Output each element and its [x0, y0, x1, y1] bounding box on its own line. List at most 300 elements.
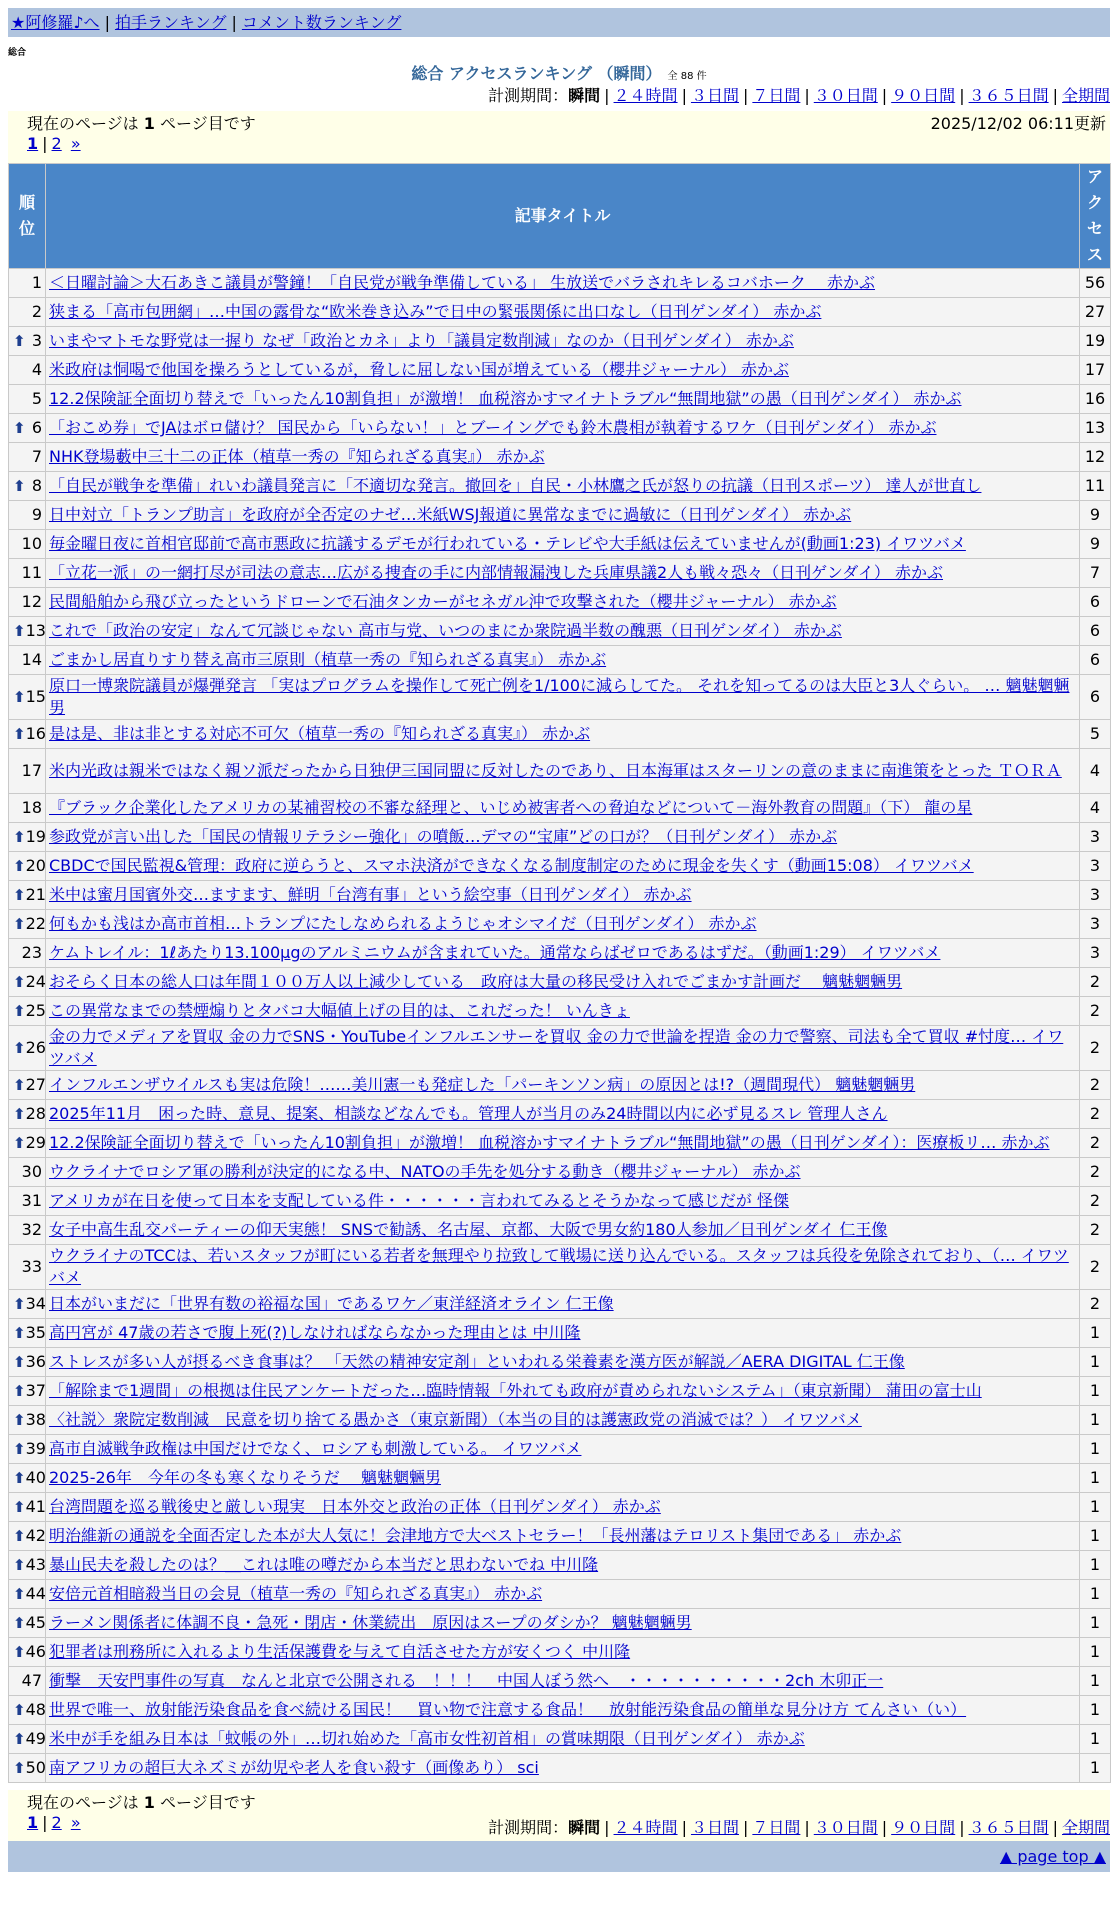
- table-row: [9, 1725, 1111, 1754]
- article-title-link[interactable]: 是は是、非は非とする対応不可欠（植草一秀の『知られざる真実』） 赤かぶ: [49, 724, 591, 743]
- article-title-link[interactable]: 12.2保険証全面切り替えで「いったん10割負担」が激増！ 血税溶かすマイナトラブル“無間地獄”の愚（日刊ゲンダイ）：医療板リ… 赤かぶ: [49, 1133, 1050, 1152]
- article-title-link[interactable]: 12.2保険証全面切り替えで「いったん10割負担」が激増！ 血税溶かすマイナトラブル“無間地獄”の愚（日刊ゲンダイ） 赤かぶ: [49, 389, 962, 408]
- rank-number: 19: [25, 827, 46, 846]
- article-title-link[interactable]: 『ブラック企業化したアメリカの某補習校の不審な経理と、いじめ被害者への脅迫などについて－海外教育の問題』（下） 龍の星: [49, 798, 973, 817]
- article-title-link[interactable]: いまやマトモな野党は一握り なぜ「政治とカネ」より「議員定数削減」なのか（日刊ゲンダイ） 赤かぶ: [49, 331, 794, 350]
- title-cell: [46, 1435, 1080, 1464]
- title-cell: [46, 1406, 1080, 1435]
- table-row: [9, 823, 1111, 852]
- page-link[interactable]: 2: [51, 134, 62, 153]
- period-option-link[interactable]: 全期間: [1061, 1818, 1110, 1837]
- period-option-link[interactable]: 全期間: [1061, 86, 1110, 105]
- rank-number: 50: [25, 1758, 46, 1777]
- access-count: 4: [1080, 794, 1111, 823]
- rank-cell: [9, 327, 46, 356]
- rank-number: 33: [21, 1257, 42, 1276]
- header-access: アクセス: [1080, 164, 1111, 269]
- article-title-link[interactable]: 「おこめ券」でJAはボロ儲け？ 国民から「いらない！」とブーイングでも鈴木農相が執着するワケ（日刊ゲンダイ） 赤かぶ: [49, 418, 937, 437]
- period-selector-top: [488, 85, 1110, 107]
- article-title-link[interactable]: CBDCで国民監視&管理：政府に逆らうと、スマホ決済ができなくなる制度制定のために現金を失くす（動画15:08） イワツバメ: [49, 856, 974, 875]
- rank-cell: [9, 1406, 46, 1435]
- access-count: 1: [1080, 1493, 1111, 1522]
- article-title-link[interactable]: ウクライナのTCCは、若いスタッフが町にいる若者を無理やり拉致して戦場に送り込んでいる。スタッフは兵役を免除されており、（… イワツバメ: [49, 1246, 1069, 1287]
- current-page-number: 1: [143, 114, 155, 133]
- access-count: 1: [1080, 1609, 1111, 1638]
- period-separator: |: [804, 86, 810, 105]
- rank-up-arrow-icon: ⬆: [13, 477, 26, 495]
- page-links: [27, 134, 1110, 153]
- rank-number: 12: [21, 592, 42, 611]
- title-cell: [46, 1580, 1080, 1609]
- rank-up-arrow-icon: ⬆: [13, 1556, 26, 1574]
- access-count: 3: [1080, 823, 1111, 852]
- rank-cell: [9, 1290, 46, 1319]
- table-row: [9, 939, 1111, 968]
- rank-up-arrow-icon: ⬆: [13, 1498, 26, 1516]
- rank-up-arrow-icon: ⬆: [13, 688, 26, 706]
- access-count: 1: [1080, 1638, 1111, 1667]
- period-option-link[interactable]: ２４時間: [613, 86, 678, 105]
- period-selector-bottom: [488, 1817, 1110, 1839]
- access-count: 5: [1080, 720, 1111, 749]
- rank-number: 3: [31, 331, 42, 350]
- rank-number: 20: [25, 856, 46, 875]
- article-title-link[interactable]: 衝撃 天安門事件の写真 なんと北京で公開される ！！！ 中国人ぼう然へ ・・・・・・・・・・2ch 木卯正一: [49, 1671, 884, 1690]
- article-title-link[interactable]: 〈社説〉衆院定数削減 民意を切り捨てる愚かさ（東京新聞）（本当の目的は護憲政党の消滅では？） イワツバメ: [49, 1410, 862, 1429]
- access-count: 6: [1080, 617, 1111, 646]
- rank-cell: [9, 794, 46, 823]
- title-cell: [46, 675, 1080, 720]
- rank-number: 13: [25, 621, 46, 640]
- rank-number: 11: [21, 563, 42, 582]
- article-title-link[interactable]: インフルエンザウイルスも実は危険！……美川憲一も発症した「パーキンソン病」の原因とは!?（週間現代） 魑魅魍魎男: [49, 1075, 916, 1094]
- article-title-link[interactable]: 何もかも浅はか高市首相…トランプにたしなめられるようじゃオシマイだ（日刊ゲンダイ） 赤かぶ: [49, 914, 757, 933]
- rank-up-arrow-icon: ⬆: [13, 857, 26, 875]
- title-cell: [46, 1493, 1080, 1522]
- table-row: [9, 1071, 1111, 1100]
- rank-cell: [9, 1435, 46, 1464]
- title-cell: [46, 1187, 1080, 1216]
- rank-cell: [9, 472, 46, 501]
- rank-number: 22: [25, 914, 46, 933]
- table-row: [9, 910, 1111, 939]
- article-title-link[interactable]: 2025年11月 困った時、意見、提案、相談などなんでも。管理人が当月のみ24時間以内に必ず見るスレ 管理人さん: [49, 1104, 888, 1123]
- rank-number: 28: [25, 1104, 46, 1123]
- current-page-suffix: ページ目です: [160, 1793, 256, 1812]
- title-cell: [46, 1377, 1080, 1406]
- table-row: [9, 1100, 1111, 1129]
- rank-cell: [9, 881, 46, 910]
- article-title-link[interactable]: 米政府は恫喝で他国を操ろうとしているが，脅しに屈しない国が増えている（櫻井ジャーナル） 赤かぶ: [49, 360, 789, 379]
- period-separator: |: [959, 1818, 965, 1837]
- table-row: [9, 617, 1111, 646]
- article-title-link[interactable]: 「立花一派」の一網打尽が司法の意志…広がる捜査の手に内部情報漏洩した兵庫県議2人も戦々恐々（日刊ゲンダイ） 赤かぶ: [49, 563, 943, 582]
- article-title-link[interactable]: 台湾問題を巡る戦後史と厳しい現実 日本外交と政治の正体（日刊ゲンダイ） 赤かぶ: [49, 1497, 661, 1516]
- title-cell: [46, 997, 1080, 1026]
- rank-number: 43: [25, 1555, 46, 1574]
- rank-number: 46: [25, 1642, 46, 1661]
- current-page-prefix: 現在のページは: [27, 1793, 139, 1812]
- article-title-link[interactable]: NHK登場藪中三十二の正体（植草一秀の『知られざる真実』） 赤かぶ: [49, 447, 545, 466]
- title-cell: [46, 1319, 1080, 1348]
- period-separator: |: [804, 1818, 810, 1837]
- rank-number: 9: [31, 505, 42, 524]
- article-title-link[interactable]: 「自民が戦争を準備」れいわ議員発言に「不適切な発言。撤回を」自民・小林鷹之氏が怒りの抗議（日刊スポーツ） 達人が世直し: [49, 476, 982, 495]
- rank-number: 16: [25, 724, 46, 743]
- rank-up-arrow-icon: ⬆: [13, 1759, 26, 1777]
- rank-cell: [9, 530, 46, 559]
- table-row: [9, 1551, 1111, 1580]
- access-count: 6: [1080, 646, 1111, 675]
- table-row: [9, 269, 1111, 298]
- rank-cell: [9, 823, 46, 852]
- article-title-link[interactable]: おそらく日本の総人口は年間１００万人以上減少している 政府は大量の移民受け入れでごまかす計画だ 魑魅魍魎男: [49, 972, 903, 991]
- table-row: [9, 385, 1111, 414]
- rank-cell: [9, 1551, 46, 1580]
- table-row: [9, 1348, 1111, 1377]
- table-row: [9, 356, 1111, 385]
- rank-cell: [9, 646, 46, 675]
- rank-cell: [9, 1377, 46, 1406]
- access-count: 3: [1080, 939, 1111, 968]
- access-count: 17: [1080, 356, 1111, 385]
- rank-number: 7: [31, 447, 42, 466]
- rank-number: 42: [25, 1526, 46, 1545]
- access-count: 1: [1080, 1522, 1111, 1551]
- rank-cell: [9, 1026, 46, 1071]
- rank-cell: [9, 1319, 46, 1348]
- title-cell: [46, 559, 1080, 588]
- table-row: [9, 881, 1111, 910]
- page-link[interactable]: 1: [27, 1813, 39, 1832]
- rank-number: 6: [31, 418, 42, 437]
- access-count: 1: [1080, 1435, 1111, 1464]
- article-title-link[interactable]: ＜日曜討論＞大石あきこ議員が警鐘！「自民党が戦争準備している」 生放送でバラされキレるコバホーク 赤かぶ: [49, 273, 876, 292]
- access-count: 1: [1080, 1551, 1111, 1580]
- ranking-title: 総合 アクセスランキング （瞬間）: [411, 64, 662, 83]
- access-count: 13: [1080, 414, 1111, 443]
- rank-number: 39: [25, 1439, 46, 1458]
- rank-cell: [9, 1245, 46, 1290]
- rank-up-arrow-icon: ⬆: [13, 1039, 26, 1057]
- access-count: 1: [1080, 1696, 1111, 1725]
- home-link[interactable]: ★阿修羅♪へ: [11, 13, 100, 32]
- title-cell: [46, 356, 1080, 385]
- title-cell: [46, 1754, 1080, 1783]
- period-separator: |: [604, 1818, 610, 1837]
- rank-cell: [9, 1158, 46, 1187]
- article-title-link[interactable]: 米内光政は親米ではなく親ソ派だったから日独伊三国同盟に反対したのであり、日本海軍はスターリンの意のままに南進策をとった ＴＯＲＡ: [49, 761, 1062, 780]
- table-row: [9, 1580, 1111, 1609]
- rank-cell: [9, 939, 46, 968]
- rank-number: 45: [25, 1613, 46, 1632]
- title-cell: [46, 881, 1080, 910]
- rank-cell: [9, 414, 46, 443]
- rank-cell: [9, 1754, 46, 1783]
- rank-number: 1: [31, 273, 42, 292]
- next-page-link[interactable]: »: [70, 134, 81, 153]
- table-row: [9, 968, 1111, 997]
- article-title-link[interactable]: 原口一博衆院議員が爆弾発言 「実はプログラムを操作して死亡例を1/100に減らしてた。 それを知ってるのは大臣と3人ぐらい。 … 魑魅魍魎男: [49, 676, 1070, 717]
- article-title-link[interactable]: ウクライナでロシア軍の勝利が決定的になる中、NATOの手先を処分する動き（櫻井ジャーナル） 赤かぶ: [49, 1162, 801, 1181]
- header-title: 記事タイトル: [46, 164, 1080, 269]
- access-count: 6: [1080, 675, 1111, 720]
- next-page-link[interactable]: »: [70, 1813, 81, 1832]
- page-separator: |: [42, 1813, 48, 1832]
- rank-number: 17: [21, 761, 42, 780]
- period-separator: |: [881, 86, 888, 105]
- article-title-link[interactable]: 世界で唯一、放射能汚染食品を食べ続ける国民！ 買い物で注意する食品！ 放射能汚染食品の簡単な見分け方 てんさい（い）: [49, 1700, 967, 1719]
- period-current: 瞬間: [568, 1818, 601, 1837]
- rank-number: 31: [21, 1191, 42, 1210]
- period-option-link[interactable]: ２４時間: [613, 1818, 678, 1837]
- rank-cell: [9, 356, 46, 385]
- title-cell: [46, 720, 1080, 749]
- updated-timestamp: 2025/12/02 06:11更新: [930, 114, 1106, 133]
- access-count: 2: [1080, 1216, 1111, 1245]
- rank-up-arrow-icon: ⬆: [13, 1730, 26, 1748]
- article-title-link[interactable]: 女子中高生乱交パーティーの仰天実態！ SNSで勧誘、名古屋、京都、大阪で男女約180人参加／日刊ゲンダイ 仁王像: [49, 1220, 888, 1239]
- ranking-total: 全 88 件: [667, 71, 707, 82]
- article-title-link[interactable]: 南アフリカの超巨大ネズミが幼児や老人を食い殺す（画像あり） sci: [49, 1758, 539, 1777]
- title-cell: [46, 443, 1080, 472]
- period-option-link[interactable]: ３日間: [690, 1818, 739, 1837]
- table-row: [9, 1026, 1111, 1071]
- title-cell: [46, 1696, 1080, 1725]
- rank-up-arrow-icon: ⬆: [13, 1324, 26, 1342]
- current-page-text: [27, 1790, 1110, 1813]
- title-cell: [46, 794, 1080, 823]
- rank-number: 29: [25, 1133, 46, 1152]
- access-count: 2: [1080, 997, 1111, 1026]
- rank-number: 47: [21, 1671, 42, 1690]
- ranking-heading: [0, 61, 1118, 84]
- rank-cell: [9, 298, 46, 327]
- article-title-link[interactable]: 民間船舶から飛び立ったというドローンで石油タンカーがセネガル沖で攻撃された（櫻井ジャーナル） 赤かぶ: [49, 592, 837, 611]
- title-cell: [46, 1290, 1080, 1319]
- title-cell: [46, 1609, 1080, 1638]
- rank-cell: [9, 1216, 46, 1245]
- period-separator: |: [959, 86, 965, 105]
- rank-cell: [9, 269, 46, 298]
- access-count: 1: [1080, 1377, 1111, 1406]
- applause-ranking-link[interactable]: 拍手ランキング: [114, 13, 227, 32]
- period-option-link[interactable]: ９０日間: [891, 1818, 956, 1837]
- article-title-link[interactable]: これで「政治の安定」なんて冗談じゃない 高市与党、いつのまにか衆院過半数の醜悪（日刊ゲンダイ） 赤かぶ: [49, 621, 842, 640]
- table-row: [9, 1158, 1111, 1187]
- period-option-link[interactable]: ７日間: [752, 86, 801, 105]
- rank-cell: [9, 910, 46, 939]
- article-title-link[interactable]: ケムトレイル：1ℓあたり13.100μgのアルミニウムが含まれていた。通常ならばゼロであるはずだ。（動画1:29） イワツバメ: [49, 943, 941, 962]
- rank-cell: [9, 1071, 46, 1100]
- rank-up-arrow-icon: ⬆: [13, 1701, 26, 1719]
- table-row: [9, 1667, 1111, 1696]
- period-option-link[interactable]: ７日間: [752, 1818, 801, 1837]
- rank-up-arrow-icon: ⬆: [13, 622, 26, 640]
- title-cell: [46, 1725, 1080, 1754]
- title-cell: [46, 1638, 1080, 1667]
- rank-cell: [9, 1129, 46, 1158]
- rank-cell: [9, 675, 46, 720]
- access-count: 1: [1080, 1348, 1111, 1377]
- period-separator: |: [1052, 86, 1058, 105]
- rank-number: 25: [25, 1001, 46, 1020]
- title-cell: [46, 1464, 1080, 1493]
- rank-cell: [9, 1187, 46, 1216]
- rank-cell: [9, 1493, 46, 1522]
- page-link[interactable]: 1: [27, 134, 39, 153]
- article-title-link[interactable]: 日中対立「トランプ助言」を政府が全否定のナゼ…米紙WSJ報道に異常なまでに過敏に（日刊ゲンダイ） 赤かぶ: [49, 505, 852, 524]
- current-page-suffix: ページ目です: [160, 114, 256, 133]
- rank-number: 35: [25, 1323, 46, 1342]
- rank-cell: [9, 443, 46, 472]
- article-title-link[interactable]: 米中が手を組み日本は「蚊帳の外」…切れ始めた「高市女性初首相」の賞味期限（日刊ゲンダイ） 赤かぶ: [49, 1729, 805, 1748]
- rank-up-arrow-icon: ⬆: [13, 1585, 26, 1603]
- article-title-link[interactable]: 明治維新の通説を全面否定した本が大人気に！会津地方で大ベストセラー！「長州藩はテロリスト集団である」 赤かぶ: [49, 1526, 902, 1545]
- article-title-link[interactable]: アメリカが在日を使って日本を支配している件・・・・・・言われてみるとそうかなって感じだが 怪傑: [49, 1191, 789, 1210]
- rank-number: 34: [25, 1294, 46, 1313]
- access-count: 2: [1080, 1187, 1111, 1216]
- nav-separator: |: [104, 13, 110, 32]
- table-row: [9, 997, 1111, 1026]
- article-title-link[interactable]: 暴山民夫を殺したのは？＿これは唯の噂だから本当だと思わないでね 中川隆: [49, 1555, 599, 1574]
- rank-up-arrow-icon: ⬆: [13, 1353, 26, 1371]
- title-cell: [46, 1348, 1080, 1377]
- rank-up-arrow-icon: ⬆: [13, 1643, 26, 1661]
- table-row: [9, 1406, 1111, 1435]
- period-label: 計測期間：: [488, 86, 569, 105]
- title-cell: [46, 1100, 1080, 1129]
- title-cell: [46, 1522, 1080, 1551]
- rank-number: 38: [25, 1410, 46, 1429]
- period-option-link[interactable]: ３日間: [690, 86, 739, 105]
- page-separator: |: [42, 134, 48, 153]
- period-option-link[interactable]: ３６５日間: [968, 1818, 1049, 1837]
- title-cell: [46, 269, 1080, 298]
- title-cell: [46, 939, 1080, 968]
- access-count: 7: [1080, 559, 1111, 588]
- rank-up-arrow-icon: ⬆: [13, 915, 26, 933]
- rank-number: 40: [25, 1468, 46, 1487]
- rank-cell: [9, 1638, 46, 1667]
- rank-up-arrow-icon: ⬆: [13, 1614, 26, 1632]
- rank-number: 37: [25, 1381, 46, 1400]
- rank-number: 36: [25, 1352, 46, 1371]
- article-title-link[interactable]: 安倍元首相暗殺当日の会見（植草一秀の『知られざる真実』） 赤かぶ: [49, 1584, 543, 1603]
- article-title-link[interactable]: 犯罪者は刑務所に入れるより生活保護費を与えて自活させた方が安くつく 中川隆: [49, 1642, 631, 1661]
- top-nav-bar: [8, 8, 1110, 37]
- article-title-link[interactable]: 毎金曜日夜に首相官邸前で高市悪政に抗議するデモが行われている・テレビや大手紙は伝えていませんが(動画1:23) イワツバメ: [49, 534, 966, 553]
- rank-up-arrow-icon: ⬆: [13, 419, 26, 437]
- rank-cell: [9, 1100, 46, 1129]
- access-count: 2: [1080, 1245, 1111, 1290]
- period-option-link[interactable]: ３０日間: [813, 1818, 878, 1837]
- access-count: 3: [1080, 910, 1111, 939]
- article-title-link[interactable]: 「解除まで1週間」の根拠は住民アンケートだった…臨時情報「外れても政府が責められないシステム」（東京新聞） 蒲田の富士山: [49, 1381, 982, 1400]
- rank-up-arrow-icon: ⬆: [13, 1382, 26, 1400]
- rank-up-arrow-icon: ⬆: [13, 973, 26, 991]
- article-title-link[interactable]: 米中は蜜月国賓外交…ますます、鮮明「台湾有事」という絵空事（日刊ゲンダイ） 赤かぶ: [49, 885, 692, 904]
- article-title-link[interactable]: ストレスが多い人が摂るべき食事は？ 「天然の精神安定剤」といわれる栄養素を漢方医が解説／AERA DIGITAL 仁王像: [49, 1352, 905, 1371]
- access-count: 4: [1080, 749, 1111, 794]
- article-title-link[interactable]: ごまかし居直りすり替え高市三原則（植草一秀の『知られざる真実』） 赤かぶ: [49, 650, 607, 669]
- article-title-link[interactable]: 日本がいまだに「世界有数の裕福な国」であるワケ／東洋経済オライン 仁王像: [49, 1294, 614, 1313]
- rank-cell: [9, 968, 46, 997]
- title-cell: [46, 327, 1080, 356]
- rank-number: 14: [21, 650, 42, 669]
- category-tag: 総合: [8, 48, 27, 58]
- article-title-link[interactable]: 高円宮が 47歳の若さで腹上死(?)しなければならなかった理由とは 中川隆: [49, 1323, 581, 1342]
- article-title-link[interactable]: 高市自滅戦争政権は中国だけでなく、ロシアも刺激している。 イワツバメ: [49, 1439, 582, 1458]
- ranking-table: [8, 163, 1111, 1783]
- access-count: 2: [1080, 1100, 1111, 1129]
- article-title-link[interactable]: この異常なまでの禁煙煽りとタバコ大幅値上げの目的は、これだった！ いんきょ: [49, 1001, 630, 1020]
- table-row: [9, 414, 1111, 443]
- title-cell: [46, 910, 1080, 939]
- access-count: 2: [1080, 1290, 1111, 1319]
- rank-cell: [9, 749, 46, 794]
- rank-up-arrow-icon: ⬆: [13, 1527, 26, 1545]
- access-count: 2: [1080, 1071, 1111, 1100]
- period-separator: |: [881, 1818, 888, 1837]
- access-count: 11: [1080, 472, 1111, 501]
- title-cell: [46, 646, 1080, 675]
- period-option-link[interactable]: ９０日間: [891, 86, 956, 105]
- rank-number: 8: [31, 476, 42, 495]
- rank-cell: [9, 1609, 46, 1638]
- article-title-link[interactable]: 金の力でメディアを買収 金の力でSNS・YouTubeインフルエンサーを買収 金の力で世論を捏造 金の力で警察、司法も全て買収 #忖度… イワツバメ: [49, 1027, 1064, 1068]
- rank-up-arrow-icon: ⬆: [13, 1295, 26, 1313]
- rank-cell: [9, 852, 46, 881]
- current-page-number: 1: [143, 1793, 155, 1812]
- table-row: [9, 1638, 1111, 1667]
- table-row: [9, 501, 1111, 530]
- title-cell: [46, 1071, 1080, 1100]
- rank-up-arrow-icon: ⬆: [13, 828, 26, 846]
- title-cell: [46, 414, 1080, 443]
- access-count: 2: [1080, 968, 1111, 997]
- period-separator: |: [681, 86, 687, 105]
- ranking-rows: [9, 269, 1111, 1783]
- article-title-link[interactable]: 参政党が言い出した「国民の情報リテラシー強化」の噴飯…デマの“宝庫”どの口が？（日刊ゲンダイ） 赤かぶ: [49, 827, 838, 846]
- rank-number: 23: [21, 943, 42, 962]
- article-title-link[interactable]: 狭まる「高市包囲網」…中国の露骨な“欧米巻き込み”で日中の緊張関係に出口なし（日刊ゲンダイ） 赤かぶ: [49, 302, 822, 321]
- period-option-link[interactable]: ３６５日間: [968, 86, 1049, 105]
- page-link[interactable]: 2: [51, 1813, 62, 1832]
- access-count: 9: [1080, 530, 1111, 559]
- access-count: 2: [1080, 1158, 1111, 1187]
- access-count: 9: [1080, 501, 1111, 530]
- title-cell: [46, 1158, 1080, 1187]
- title-cell: [46, 1551, 1080, 1580]
- rank-cell: [9, 617, 46, 646]
- rank-up-arrow-icon: ⬆: [13, 1469, 26, 1487]
- access-count: 2: [1080, 1026, 1111, 1071]
- table-row: [9, 1522, 1111, 1551]
- article-title-link[interactable]: ラーメン関係者に体調不良・急死・閉店・休業続出 原因はスープのダシか？ 魑魅魍魎男: [49, 1613, 692, 1632]
- comment-ranking-link[interactable]: コメント数ランキング: [241, 13, 402, 32]
- title-cell: [46, 1245, 1080, 1290]
- rank-cell: [9, 1464, 46, 1493]
- access-count: 1: [1080, 1754, 1111, 1783]
- rank-cell: [9, 1522, 46, 1551]
- rank-cell: [9, 385, 46, 414]
- period-option-link[interactable]: ３０日間: [813, 86, 878, 105]
- rank-up-arrow-icon: ⬆: [13, 332, 26, 350]
- title-cell: [46, 749, 1080, 794]
- article-title-link[interactable]: 2025-26年 今年の冬も寒くなりそうだ 魑魅魍魎男: [49, 1468, 441, 1487]
- page-top-link[interactable]: ▲ page top ▲: [999, 1847, 1106, 1866]
